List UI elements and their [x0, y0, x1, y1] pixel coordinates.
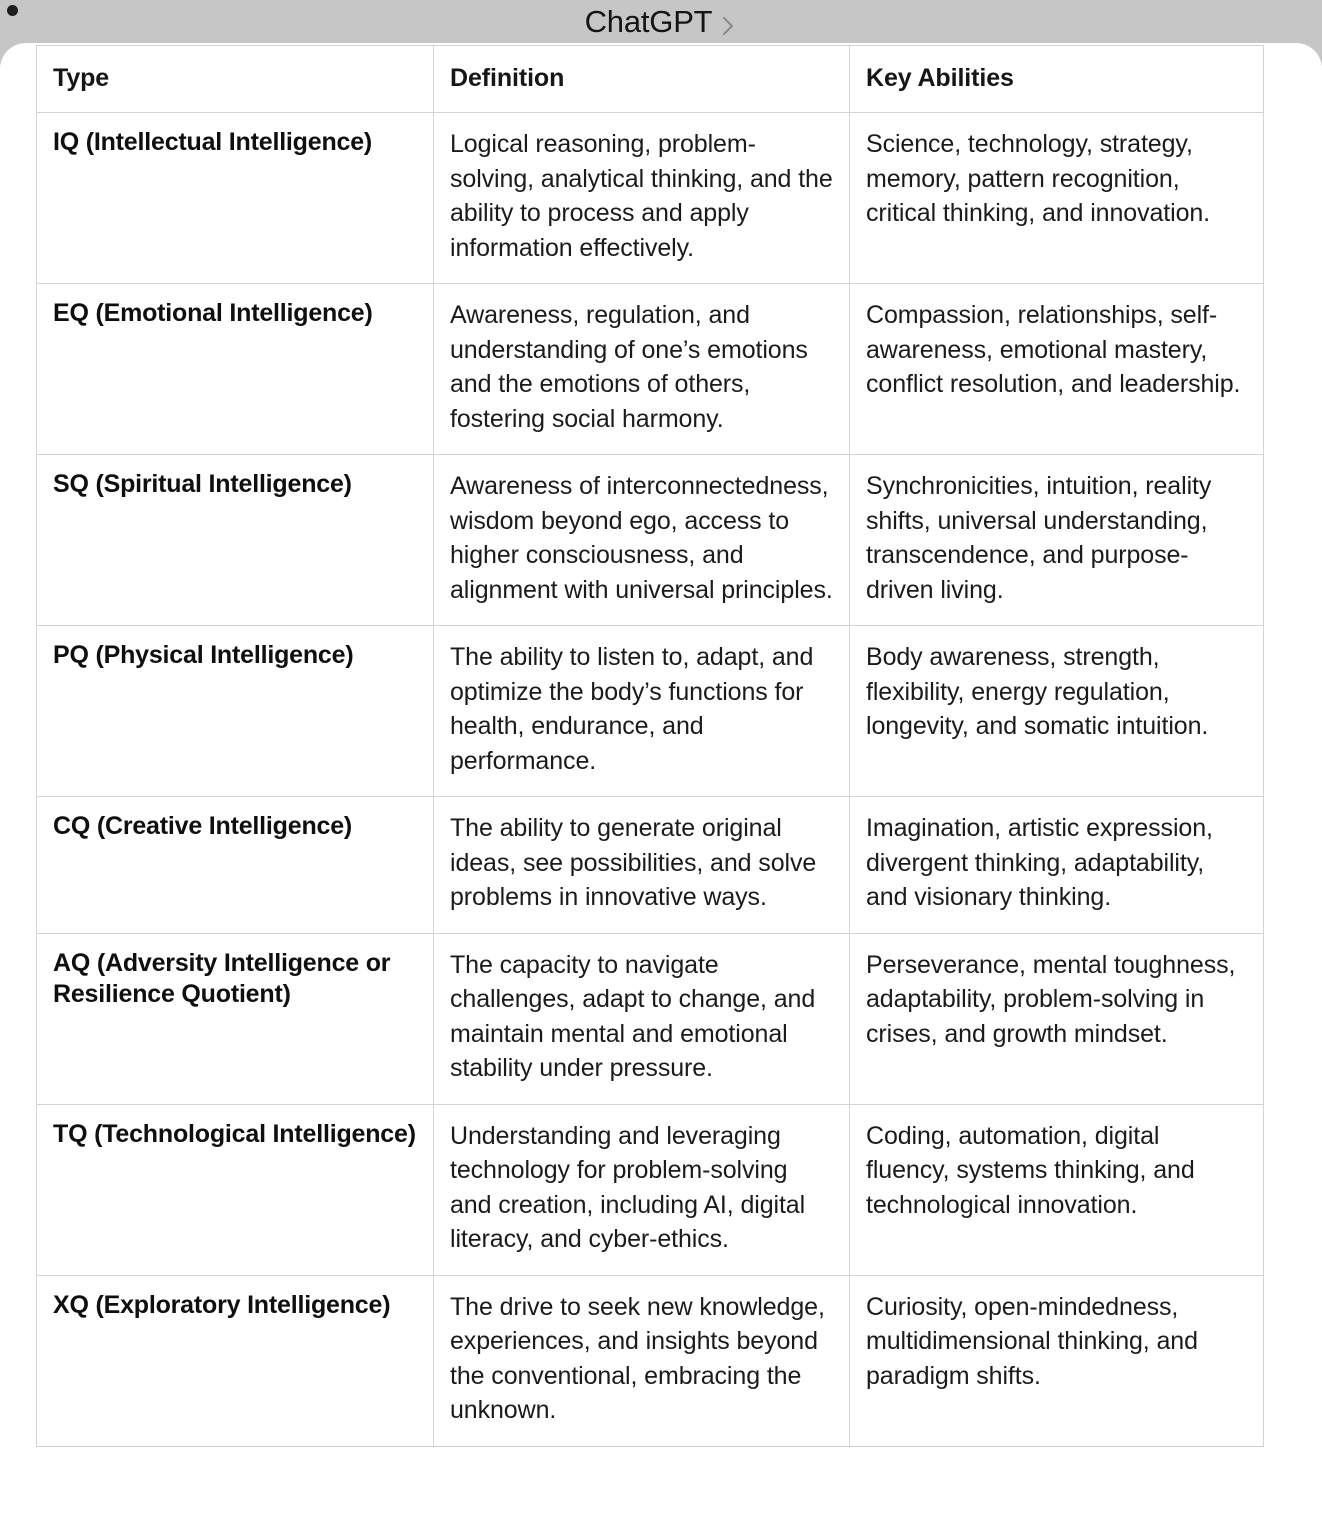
cell-abilities: Imagination, artistic expression, divergent thinking, adaptability, and visionary thinking. [850, 797, 1264, 934]
cell-definition: The capacity to navigate challenges, adapt to change, and maintain mental and emotional stability under pressure. [434, 933, 850, 1104]
cell-type: AQ (Adversity Intelligence or Resilience Quotient) [37, 933, 434, 1104]
cell-type: TQ (Technological Intelligence) [37, 1104, 434, 1275]
table-row [37, 284, 1264, 455]
cell-definition: The ability to generate original ideas, see possibilities, and solve problems in innovative ways. [434, 797, 850, 934]
cell-abilities: Body awareness, strength, flexibility, energy regulation, longevity, and somatic intuition. [850, 626, 1264, 797]
cell-definition: The ability to listen to, adapt, and optimize the body’s functions for health, endurance, and performance. [434, 626, 850, 797]
cell-type: EQ (Emotional Intelligence) [37, 284, 434, 455]
table-header [37, 46, 1264, 113]
intelligence-types-table [36, 45, 1264, 1447]
cell-abilities: Coding, automation, digital fluency, systems thinking, and technological innovation. [850, 1104, 1264, 1275]
table-row [37, 455, 1264, 626]
cell-type: PQ (Physical Intelligence) [37, 626, 434, 797]
cell-definition: Understanding and leveraging technology for problem-solving and creation, including AI, digital literacy, and cyber-ethics. [434, 1104, 850, 1275]
nav-title-group[interactable] [585, 6, 738, 37]
table-row [37, 1104, 1264, 1275]
table-row [37, 113, 1264, 284]
cell-definition: Awareness of interconnectedness, wisdom beyond ego, access to higher consciousness, and alignment with universal principles. [434, 455, 850, 626]
table-row [37, 933, 1264, 1104]
table-row [37, 1275, 1264, 1446]
cell-type: IQ (Intellectual Intelligence) [37, 113, 434, 284]
column-header-definition: Definition [434, 46, 850, 113]
app-title: ChatGPT [584, 4, 713, 39]
cell-abilities: Curiosity, open-mindedness, multidimensional thinking, and paradigm shifts. [850, 1275, 1264, 1446]
cell-abilities: Perseverance, mental toughness, adaptability, problem-solving in crises, and growth mindset. [850, 933, 1264, 1104]
cell-definition: Logical reasoning, problem-solving, analytical thinking, and the ability to process and apply information effectively. [434, 113, 850, 284]
column-header-type: Type [37, 46, 434, 113]
cell-type: CQ (Creative Intelligence) [37, 797, 434, 934]
table-row [37, 797, 1264, 934]
table-scroll-area[interactable] [0, 43, 1322, 1515]
cell-abilities: Synchronicities, intuition, reality shifts, universal understanding, transcendence, and purpose-driven living. [850, 455, 1264, 626]
column-header-abilities: Key Abilities [850, 46, 1264, 113]
cell-type: XQ (Exploratory Intelligence) [37, 1275, 434, 1446]
cell-abilities: Compassion, relationships, self-awareness, emotional mastery, conflict resolution, and leadership. [850, 284, 1264, 455]
top-navigation-bar [0, 0, 1322, 43]
table-header-row [37, 46, 1264, 113]
table-body [37, 113, 1264, 1447]
cell-type: SQ (Spiritual Intelligence) [37, 455, 434, 626]
table-row [37, 626, 1264, 797]
cell-definition: The drive to seek new knowledge, experiences, and insights beyond the conventional, embracing the unknown. [434, 1275, 850, 1446]
chevron-right-icon[interactable] [721, 14, 737, 30]
cell-definition: Awareness, regulation, and understanding of one’s emotions and the emotions of others, fostering social harmony. [434, 284, 850, 455]
conversation-sheet [0, 43, 1322, 1515]
cell-abilities: Science, technology, strategy, memory, pattern recognition, critical thinking, and innovation. [850, 113, 1264, 284]
window-control-dot-icon[interactable] [7, 5, 18, 16]
